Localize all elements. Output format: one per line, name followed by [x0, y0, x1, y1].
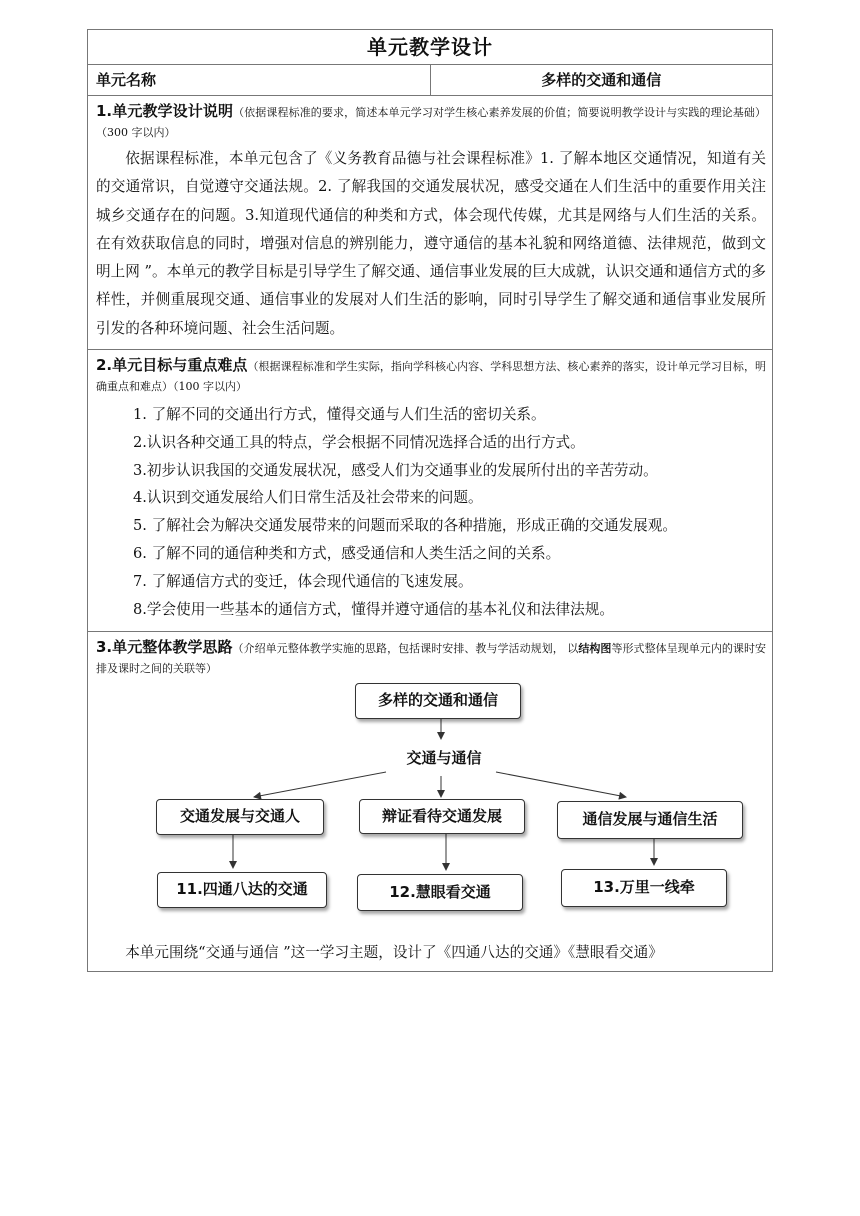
goal-item: 3.初步认识我国的交通发展状况，感受人们为交通事业的发展所付出的辛苦劳动。	[133, 461, 658, 479]
structure-diagram	[96, 683, 766, 941]
section2-heading: 2.单元目标与重点难点	[96, 356, 248, 375]
unit-design-document	[87, 29, 773, 972]
section3-heading: 3.单元整体教学思路	[96, 638, 233, 657]
section3-header	[96, 637, 766, 679]
design-table	[87, 29, 773, 972]
section1-body: 依据课程标准，本单元包含了《义务教育品德与社会课程标准》1. 了解本地区交通情况，知道有关的交通常识，自觉遵守交通法规。2. 了解我国的交通发展状况，感受交通在人们生活中的重要作用关注城乡交通存在的问题。3.知道现代通信的种类和方式，体会现代传媒，尤其是网络与人们生活的关系。在有效获取信息的同时，增强对信息的辨别能力，遵守通信的基本礼貌和网络道德、法律规范，做到文明上网 ”。本单元的教学目标是引导学生了解交通、通信事业发展的巨大成就，认识交通和通信方式的多样性，并侧重展现交通、通信事业的发展对人们生活的影响，同时引导学生了解交通和通信事业发展所引发的各种环境问题、社会生活问题。	[96, 150, 766, 337]
section1-header	[96, 101, 766, 143]
diagram-branch-node: 辩证看待交通发展	[359, 799, 525, 834]
section-goals	[88, 350, 773, 632]
section-design-description	[88, 96, 773, 350]
section3-closing-text: 本单元围绕“交通与通信 ”这一学习主题，设计了《四通八达的交通》《慧眼看交通》	[125, 944, 663, 962]
section3-note-bold: 结构图	[578, 642, 612, 656]
goal-item: 7. 了解通信方式的变迁，体会现代通信的飞速发展。	[133, 572, 473, 590]
section3-note-after: 等形式整体呈现单元内的课时安排及课时之间的关联等）	[96, 642, 767, 676]
goal-item: 5. 了解社会为解决交通发展带来的问题而采取的各种措施，形成正确的交通发展观。	[133, 517, 677, 535]
diagram-lesson-node: 11.四通八达的交通	[157, 872, 327, 908]
goal-item: 1. 了解不同的交通出行方式，懂得交通与人们生活的密切关系。	[133, 406, 546, 424]
arrow-theme-to-branch-1	[254, 772, 386, 797]
unit-name-label: 单元名称	[88, 65, 431, 96]
diagram-root-node: 多样的交通和通信	[355, 683, 521, 719]
diagram-lesson-node: 13.万里一线牵	[561, 869, 727, 907]
section-teaching-approach	[88, 632, 773, 972]
document-title: 单元教学设计	[88, 30, 773, 65]
diagram-branch-node: 交通发展与交通人	[156, 799, 324, 835]
section1-heading: 1.单元教学设计说明	[96, 102, 234, 120]
diagram-lesson-node: 12.慧眼看交通	[357, 874, 523, 911]
section2-header	[96, 355, 766, 397]
goal-item: 2.认识各种交通工具的特点，学会根据不同情况选择合适的出行方式。	[133, 433, 585, 451]
goal-item: 4.认识到交通发展给人们日常生活及社会带来的问题。	[133, 489, 483, 507]
section1-note: （依据课程标准的要求，简述本单元学习对学生核心素养发展的价值；简要说明教学设计与实践的理论基础）（300 字以内）	[96, 106, 766, 139]
section3-note-before: （介绍单元整体教学实施的思路，包括课时安排、教与学活动规划， 以	[232, 642, 579, 656]
unit-name-value: 多样的交通和通信	[430, 65, 773, 96]
goals-list	[96, 401, 766, 623]
section2-note: （根据课程标准和学生实际，指向学科核心内容、学科思想方法、核心素养的落实，设计单元学习目标，明确重点和难点）（100 字以内）	[96, 360, 766, 394]
goal-item: 6. 了解不同的通信种类和方式，感受通信和人类生活之间的关系。	[133, 545, 561, 563]
goal-item: 8.学会使用一些基本的通信方式，懂得并遵守通信的基本礼仪和法律法规。	[133, 600, 614, 618]
diagram-branch-node: 通信发展与通信生活	[557, 801, 743, 839]
diagram-theme-node: 交通与通信	[406, 749, 482, 768]
arrow-theme-to-branch-3	[496, 772, 626, 797]
